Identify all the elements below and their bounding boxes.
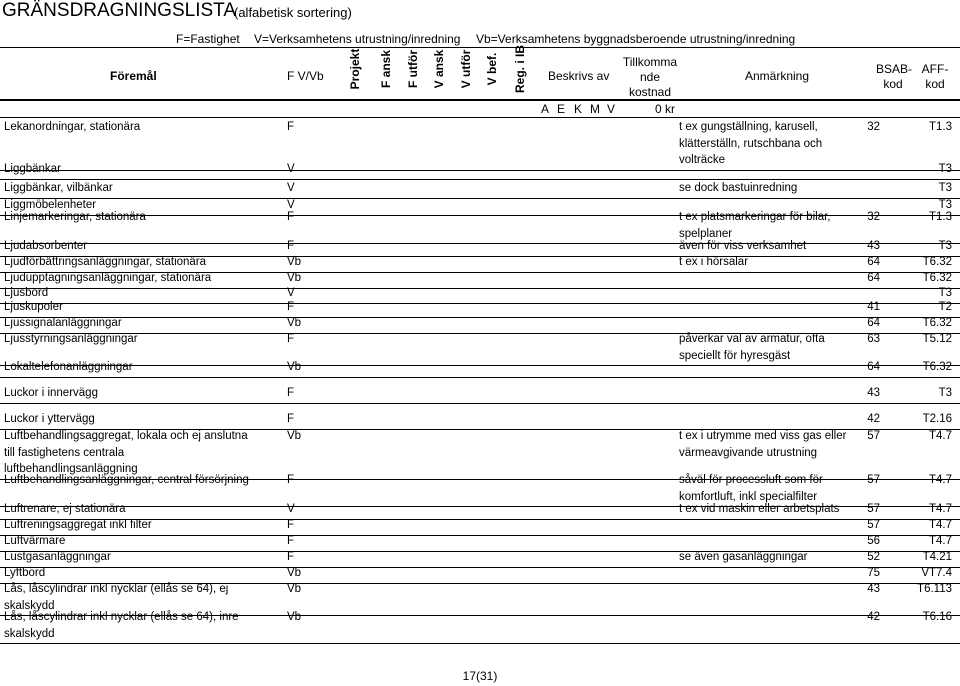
row-item: Luckor i innervägg bbox=[4, 387, 98, 399]
row-f-v-vb: F bbox=[287, 551, 295, 563]
row-f-v-vb: F bbox=[287, 333, 295, 345]
row-divider bbox=[0, 179, 960, 180]
row-note: volträcke bbox=[679, 154, 726, 166]
row-aff: T6.32 bbox=[922, 361, 952, 373]
row-aff: T4.7 bbox=[928, 535, 952, 547]
header-v-utfor: V utför bbox=[459, 49, 473, 89]
row-bsab: 64 bbox=[867, 317, 880, 329]
row-f-v-vb: V bbox=[287, 182, 295, 194]
row-bsab: 43 bbox=[867, 240, 880, 252]
page-title: GRÄNSDRAGNINGSLISTA bbox=[2, 0, 237, 21]
row-aff: VT7.4 bbox=[921, 567, 952, 579]
row-note: t ex platsmarkeringar för bilar, bbox=[679, 211, 831, 223]
header-m: M bbox=[590, 102, 600, 116]
row-aff: T6.32 bbox=[922, 317, 952, 329]
header-projekt: Projekt bbox=[348, 48, 362, 90]
row-item: luftbehandlingsanläggning bbox=[4, 463, 138, 475]
row-item: skalskydd bbox=[4, 627, 55, 640]
header-f-utfor: F utför bbox=[406, 50, 420, 88]
row-bsab: 43 bbox=[867, 387, 880, 399]
row-divider bbox=[0, 377, 960, 378]
row-divider bbox=[0, 551, 960, 552]
row-aff: T3 bbox=[938, 287, 952, 299]
row-aff: T4.7 bbox=[928, 430, 952, 442]
legend-f: F=Fastighet bbox=[176, 32, 240, 46]
row-f-v-vb: F bbox=[287, 387, 295, 399]
row-f-v-vb: Vb bbox=[287, 567, 302, 579]
row-f-v-vb: Vb bbox=[287, 611, 302, 623]
row-aff: T4.7 bbox=[928, 474, 952, 486]
row-f-v-vb: Vb bbox=[287, 583, 302, 595]
row-bsab: 57 bbox=[867, 503, 880, 515]
row-aff: T1.3 bbox=[928, 211, 952, 223]
row-note: såväl för processluft som för bbox=[679, 474, 823, 486]
row-divider bbox=[0, 365, 960, 366]
row-bsab: 63 bbox=[867, 333, 880, 345]
row-aff: T6.16 bbox=[922, 611, 952, 623]
row-divider bbox=[0, 403, 960, 404]
row-f-v-vb: F bbox=[287, 301, 295, 313]
row-item: Ljuskupoler bbox=[4, 301, 63, 313]
row-f-v-vb: Vb bbox=[287, 317, 302, 329]
row-item: Luftvärmare bbox=[4, 535, 66, 547]
row-note: t ex vid maskin eller arbetsplats bbox=[679, 503, 840, 515]
row-f-v-vb: F bbox=[287, 240, 295, 252]
row-aff: T5.12 bbox=[922, 333, 952, 345]
row-item: Ljudförbättringsanläggningar, stationära bbox=[4, 256, 207, 268]
row-f-v-vb: V bbox=[287, 287, 295, 299]
header-anmarkning: Anmärkning bbox=[745, 69, 810, 83]
row-note: t ex gungställning, karusell, bbox=[679, 121, 818, 133]
header-tillkommande-kostnad: Tillkomma nde kostnad bbox=[622, 55, 678, 99]
row-f-v-vb: Vb bbox=[287, 272, 302, 284]
row-bsab: 42 bbox=[867, 413, 880, 425]
row-item: Ljudabsorbenter bbox=[4, 240, 88, 252]
row-bsab: 75 bbox=[867, 567, 880, 579]
row-aff: T4.21 bbox=[922, 551, 952, 563]
row-divider bbox=[0, 198, 960, 199]
row-f-v-vb: F bbox=[287, 519, 295, 531]
header-foremal: Föremål bbox=[110, 69, 157, 83]
row-item: Lokaltelefonanläggningar bbox=[4, 361, 133, 373]
row-item: Lyftbord bbox=[4, 567, 46, 579]
header-f-v-vb: F V/Vb bbox=[287, 69, 324, 83]
row-item: till fastighetens centrala bbox=[4, 446, 125, 459]
row-f-v-vb: V bbox=[287, 163, 295, 175]
row-note: speciellt för hyresgäst bbox=[679, 349, 791, 362]
row-item: Ljusbord bbox=[4, 287, 49, 299]
row-note: t ex i hörsalar bbox=[679, 256, 749, 268]
row-aff: T6.32 bbox=[922, 256, 952, 268]
row-bsab: 56 bbox=[867, 535, 880, 547]
row-item: Liggbänkar bbox=[4, 163, 61, 175]
row-divider bbox=[0, 535, 960, 536]
row-item: Liggmöbelenheter bbox=[4, 199, 97, 211]
page-number: 17(31) bbox=[462, 669, 498, 683]
header-f-ansk: F ansk bbox=[379, 49, 393, 89]
row-f-v-vb: Vb bbox=[287, 361, 302, 373]
row-item: Luftreningsaggregat inkl filter bbox=[4, 519, 152, 531]
header-v: V bbox=[607, 102, 616, 116]
row-item: Luftbehandlingsaggregat, lokala och ej anslutna bbox=[4, 430, 248, 442]
row-f-v-vb: F bbox=[287, 413, 295, 425]
row-aff: T4.7 bbox=[928, 519, 952, 531]
row-f-v-vb: F bbox=[287, 535, 295, 547]
row-divider bbox=[0, 288, 960, 289]
row-bsab: 32 bbox=[867, 121, 880, 133]
row-aff: T6.113 bbox=[917, 583, 952, 595]
row-note: klätterställn, rutschbana och bbox=[679, 137, 823, 150]
header-k: K bbox=[574, 102, 583, 116]
row-note: se dock bastuinredning bbox=[679, 182, 798, 194]
row-item: Lås, låscylindrar inkl nycklar (ellås se 64), ej bbox=[4, 583, 229, 595]
row-bsab: 64 bbox=[867, 256, 880, 268]
legend-v: V=Verksamhetens utrustning/inredning bbox=[254, 32, 461, 46]
row-bsab: 43 bbox=[867, 583, 880, 595]
row-bsab: 57 bbox=[867, 474, 880, 486]
row-f-v-vb: F bbox=[287, 211, 295, 223]
page-subtitle: (alfabetisk sortering) bbox=[234, 5, 352, 20]
header-bsab-kod: BSAB- kod bbox=[876, 62, 913, 91]
row-aff: T4.7 bbox=[928, 503, 952, 515]
row-aff: T3 bbox=[938, 163, 952, 175]
row-item: Liggbänkar, vilbänkar bbox=[4, 182, 113, 194]
row-f-v-vb: V bbox=[287, 503, 295, 515]
row-item: Linjemarkeringar, stationära bbox=[4, 211, 146, 223]
header-beskrivs-av: Beskrivs av bbox=[548, 69, 610, 83]
row-f-v-vb: F bbox=[287, 474, 295, 486]
row-bsab: 57 bbox=[867, 430, 880, 442]
header-e: E bbox=[557, 102, 566, 116]
row-aff: T2.16 bbox=[922, 413, 952, 425]
row-bsab: 32 bbox=[867, 211, 880, 223]
header-kr: 0 kr bbox=[655, 102, 676, 116]
row-note: även för viss verksamhet bbox=[679, 240, 807, 252]
row-note: t ex i utrymme med viss gas eller bbox=[679, 430, 847, 442]
row-item: Luftbehandlingsanläggningar, central försörjning bbox=[4, 474, 249, 486]
row-note: påverkar val av armatur, ofta bbox=[679, 333, 825, 345]
row-note: komfortluft, inkl specialfilter bbox=[679, 490, 818, 503]
row-aff: T3 bbox=[938, 199, 952, 211]
row-divider bbox=[0, 643, 960, 644]
row-f-v-vb: F bbox=[287, 121, 295, 133]
row-item: Lekanordningar, stationära bbox=[4, 121, 141, 133]
row-f-v-vb: V bbox=[287, 199, 295, 211]
row-note: värmeavgivande utrustning bbox=[679, 446, 818, 459]
row-aff: T3 bbox=[938, 182, 952, 194]
row-aff: T3 bbox=[938, 387, 952, 399]
row-aff: T2 bbox=[938, 301, 952, 313]
row-item: skalskydd bbox=[4, 599, 55, 612]
row-bsab: 64 bbox=[867, 272, 880, 284]
row-note: spelplaner bbox=[679, 227, 733, 240]
row-aff: T3 bbox=[938, 240, 952, 252]
row-item: Lustgasanläggningar bbox=[4, 551, 111, 563]
header-v-ansk: V ansk bbox=[432, 49, 446, 89]
header-a: A bbox=[541, 102, 550, 116]
row-bsab: 64 bbox=[867, 361, 880, 373]
row-divider bbox=[0, 303, 960, 304]
legend-vb: Vb=Verksamhetens byggnadsberoende utrustning/inredning bbox=[476, 32, 796, 46]
row-bsab: 42 bbox=[867, 611, 880, 623]
row-bsab: 52 bbox=[867, 551, 880, 563]
row-bsab: 41 bbox=[867, 301, 880, 313]
row-aff: T6.32 bbox=[922, 272, 952, 284]
row-note: se även gasanläggningar bbox=[679, 551, 808, 563]
row-divider bbox=[0, 243, 960, 244]
row-f-v-vb: Vb bbox=[287, 430, 302, 442]
row-divider bbox=[0, 567, 960, 568]
row-item: Lås, låscylindrar inkl nycklar (ellås se 64), inre bbox=[4, 611, 239, 623]
header-v-bef: V bef. bbox=[485, 52, 499, 86]
header-reg-ib: Reg. i IB bbox=[513, 44, 527, 94]
row-aff: T1.3 bbox=[928, 121, 952, 133]
row-item: Ljussignalanläggningar bbox=[4, 317, 122, 329]
row-item: Ljudupptagningsanläggningar, stationära bbox=[4, 272, 212, 284]
row-item: Luckor i yttervägg bbox=[4, 413, 95, 425]
row-bsab: 57 bbox=[867, 519, 880, 531]
row-item: Luftrenare, ej stationära bbox=[4, 503, 126, 515]
row-divider bbox=[0, 317, 960, 318]
header-aff-kod: AFF- kod bbox=[921, 62, 949, 91]
row-divider bbox=[0, 170, 960, 171]
row-item: Ljusstyrningsanläggningar bbox=[4, 333, 138, 345]
row-f-v-vb: Vb bbox=[287, 256, 302, 268]
